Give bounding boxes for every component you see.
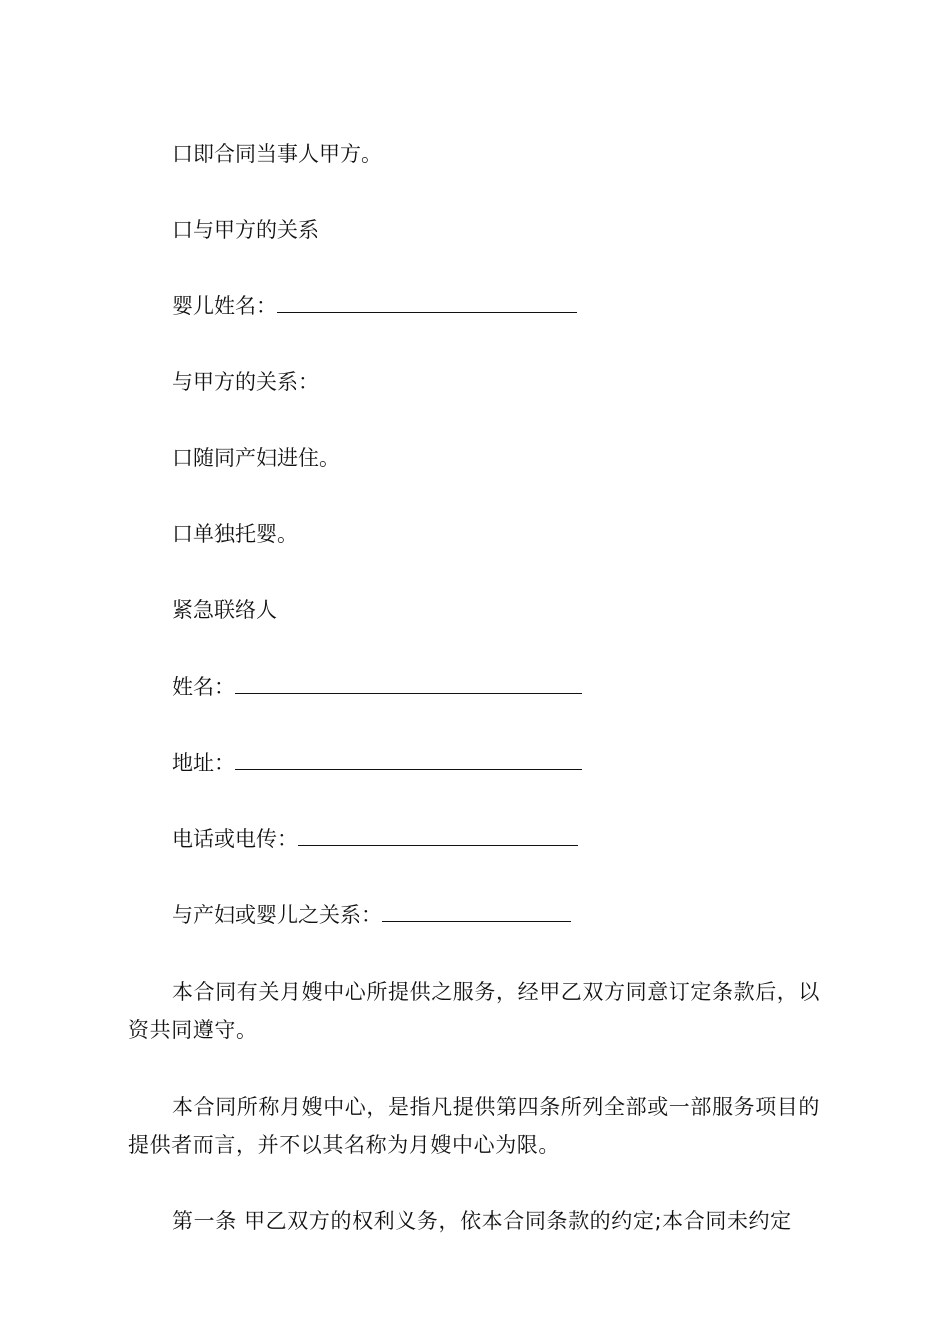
paragraph-article-one: 第一条 甲乙双方的权利义务，依本合同条款的约定;本合同未约定	[172, 1209, 792, 1233]
contact-name-row	[172, 673, 582, 701]
checkbox-baby-alone	[172, 520, 298, 548]
contact-relation-blank[interactable]	[382, 901, 571, 922]
baby-name-label: 婴儿姓名：	[172, 294, 277, 318]
relation-label: 与甲方的关系：	[172, 370, 319, 394]
paragraph-center-definition: 本合同所称月嫂中心，是指凡提供第四条所列全部或一部服务项目的提供者而言，并不以其名称为月嫂中心为限。	[128, 1095, 820, 1157]
with-mother-text: 口随同产妇进住。	[172, 446, 340, 470]
relation-row	[172, 368, 319, 396]
contact-relation-row	[172, 901, 571, 929]
checkbox-party-a	[172, 140, 382, 168]
emergency-contact-heading	[172, 596, 277, 624]
contact-name-blank[interactable]	[235, 673, 582, 694]
contact-phone-row	[172, 825, 578, 853]
baby-alone-text: 口单独托婴。	[172, 522, 298, 546]
paragraph-service-agreement: 本合同有关月嫂中心所提供之服务，经甲乙双方同意订定条款后，以资共同遵守。	[128, 980, 820, 1042]
contact-phone-label: 电话或电传：	[172, 827, 298, 851]
emergency-contact-text: 紧急联络人	[172, 598, 277, 622]
baby-name-blank[interactable]	[277, 292, 577, 313]
contact-name-label: 姓名：	[172, 675, 235, 699]
contact-address-blank[interactable]	[235, 749, 582, 770]
checkbox-relation-a	[172, 216, 319, 244]
contact-address-label: 地址：	[172, 751, 235, 775]
baby-name-row	[172, 292, 577, 320]
checkbox-with-mother	[172, 444, 340, 472]
contact-address-row	[172, 749, 582, 777]
contact-relation-label: 与产妇或婴儿之关系：	[172, 903, 382, 927]
relation-a-text: 口与甲方的关系	[172, 218, 319, 242]
contact-phone-blank[interactable]	[298, 825, 578, 846]
party-a-text: 口即合同当事人甲方。	[172, 142, 382, 166]
